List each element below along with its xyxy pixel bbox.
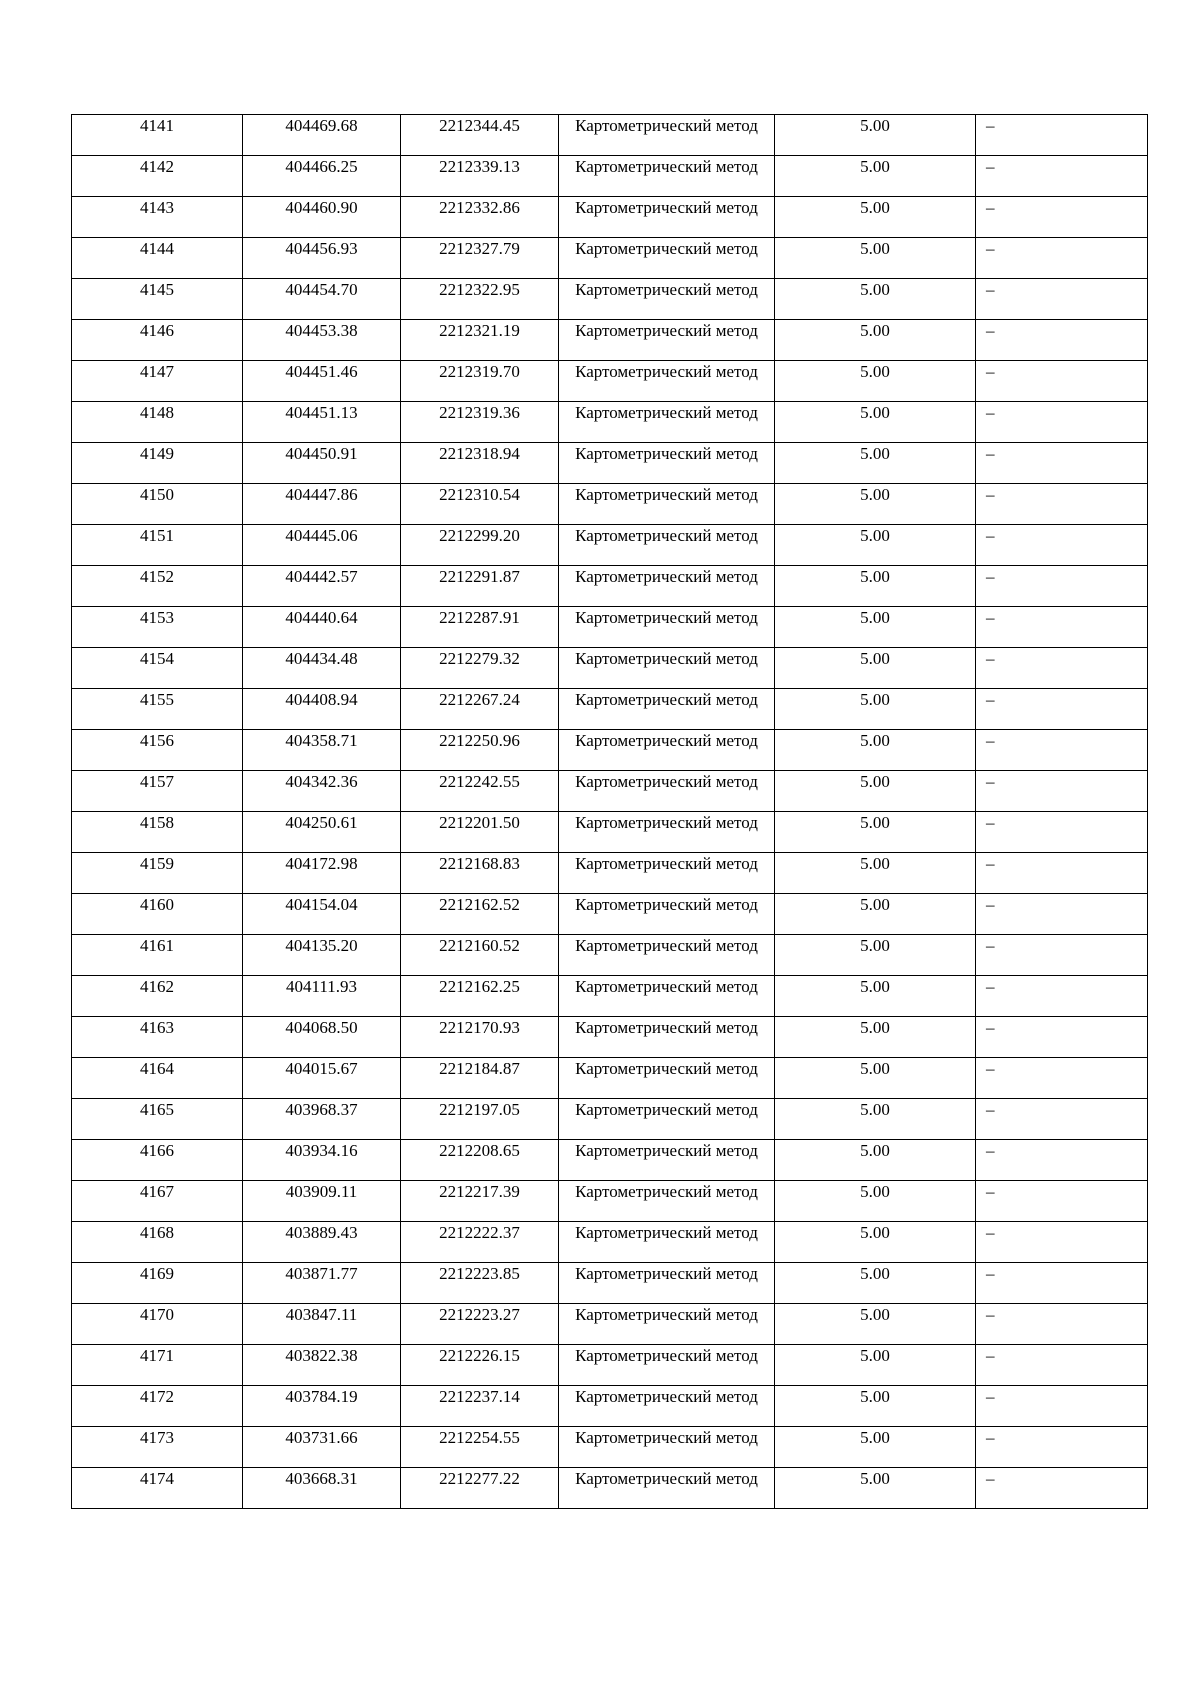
table-row [72, 812, 1148, 853]
note-cell: – [976, 115, 1148, 156]
coordinate-y-cell: 2212332.86 [401, 197, 559, 238]
coordinate-y-cell: 2212339.13 [401, 156, 559, 197]
table-row [72, 1222, 1148, 1263]
coordinates-table-body [72, 115, 1148, 1509]
accuracy-cell: 5.00 [775, 566, 976, 607]
point-number-cell: 4154 [72, 648, 243, 689]
coordinate-x-cell: 404445.06 [243, 525, 401, 566]
coordinate-y-cell: 2212201.50 [401, 812, 559, 853]
point-number-cell: 4145 [72, 279, 243, 320]
table-row [72, 1140, 1148, 1181]
table-row [72, 1468, 1148, 1509]
method-cell: Картометрический метод [559, 402, 775, 443]
note-cell: – [976, 1140, 1148, 1181]
method-cell: Картометрический метод [559, 812, 775, 853]
method-cell: Картометрический метод [559, 976, 775, 1017]
method-cell: Картометрический метод [559, 1140, 775, 1181]
coordinate-x-cell: 404453.38 [243, 320, 401, 361]
coordinate-y-cell: 2212160.52 [401, 935, 559, 976]
point-number-cell: 4152 [72, 566, 243, 607]
table-row [72, 607, 1148, 648]
note-cell: – [976, 648, 1148, 689]
coordinate-y-cell: 2212170.93 [401, 1017, 559, 1058]
coordinate-y-cell: 2212277.22 [401, 1468, 559, 1509]
note-cell: – [976, 976, 1148, 1017]
coordinate-y-cell: 2212319.70 [401, 361, 559, 402]
method-cell: Картометрический метод [559, 1222, 775, 1263]
coordinate-x-cell: 403968.37 [243, 1099, 401, 1140]
table-row [72, 976, 1148, 1017]
coordinate-x-cell: 404068.50 [243, 1017, 401, 1058]
note-cell: – [976, 894, 1148, 935]
table-row [72, 689, 1148, 730]
point-number-cell: 4155 [72, 689, 243, 730]
accuracy-cell: 5.00 [775, 607, 976, 648]
note-cell: – [976, 1099, 1148, 1140]
coordinate-x-cell: 404358.71 [243, 730, 401, 771]
point-number-cell: 4156 [72, 730, 243, 771]
note-cell: – [976, 1017, 1148, 1058]
method-cell: Картометрический метод [559, 1386, 775, 1427]
coordinate-y-cell: 2212226.15 [401, 1345, 559, 1386]
point-number-cell: 4173 [72, 1427, 243, 1468]
accuracy-cell: 5.00 [775, 156, 976, 197]
coordinate-x-cell: 404408.94 [243, 689, 401, 730]
method-cell: Картометрический метод [559, 238, 775, 279]
note-cell: – [976, 935, 1148, 976]
coordinate-x-cell: 404342.36 [243, 771, 401, 812]
note-cell: – [976, 1304, 1148, 1345]
accuracy-cell: 5.00 [775, 197, 976, 238]
table-row [72, 238, 1148, 279]
coordinate-y-cell: 2212208.65 [401, 1140, 559, 1181]
point-number-cell: 4174 [72, 1468, 243, 1509]
coordinate-x-cell: 404451.46 [243, 361, 401, 402]
point-number-cell: 4153 [72, 607, 243, 648]
table-row [72, 156, 1148, 197]
point-number-cell: 4171 [72, 1345, 243, 1386]
coordinate-y-cell: 2212197.05 [401, 1099, 559, 1140]
note-cell: – [976, 156, 1148, 197]
table-row [72, 525, 1148, 566]
table-row [72, 648, 1148, 689]
method-cell: Картометрический метод [559, 1017, 775, 1058]
coordinate-y-cell: 2212223.85 [401, 1263, 559, 1304]
point-number-cell: 4144 [72, 238, 243, 279]
note-cell: – [976, 1058, 1148, 1099]
accuracy-cell: 5.00 [775, 1468, 976, 1509]
point-number-cell: 4162 [72, 976, 243, 1017]
coordinate-x-cell: 404250.61 [243, 812, 401, 853]
method-cell: Картометрический метод [559, 525, 775, 566]
point-number-cell: 4158 [72, 812, 243, 853]
point-number-cell: 4147 [72, 361, 243, 402]
point-number-cell: 4159 [72, 853, 243, 894]
accuracy-cell: 5.00 [775, 1304, 976, 1345]
note-cell: – [976, 320, 1148, 361]
table-row [72, 730, 1148, 771]
coordinate-x-cell: 404135.20 [243, 935, 401, 976]
accuracy-cell: 5.00 [775, 115, 976, 156]
coordinate-y-cell: 2212162.52 [401, 894, 559, 935]
coordinate-x-cell: 403784.19 [243, 1386, 401, 1427]
coordinate-y-cell: 2212321.19 [401, 320, 559, 361]
coordinate-x-cell: 403822.38 [243, 1345, 401, 1386]
method-cell: Картометрический метод [559, 935, 775, 976]
note-cell: – [976, 1468, 1148, 1509]
point-number-cell: 4165 [72, 1099, 243, 1140]
table-row [72, 115, 1148, 156]
note-cell: – [976, 361, 1148, 402]
accuracy-cell: 5.00 [775, 238, 976, 279]
point-number-cell: 4172 [72, 1386, 243, 1427]
coordinate-y-cell: 2212217.39 [401, 1181, 559, 1222]
method-cell: Картометрический метод [559, 279, 775, 320]
method-cell: Картометрический метод [559, 1304, 775, 1345]
table-row [72, 402, 1148, 443]
accuracy-cell: 5.00 [775, 730, 976, 771]
accuracy-cell: 5.00 [775, 1099, 976, 1140]
table-row [72, 361, 1148, 402]
accuracy-cell: 5.00 [775, 320, 976, 361]
point-number-cell: 4166 [72, 1140, 243, 1181]
document-page [71, 114, 1147, 1509]
note-cell: – [976, 238, 1148, 279]
note-cell: – [976, 1263, 1148, 1304]
table-row [72, 894, 1148, 935]
point-number-cell: 4157 [72, 771, 243, 812]
accuracy-cell: 5.00 [775, 689, 976, 730]
method-cell: Картометрический метод [559, 1263, 775, 1304]
note-cell: – [976, 279, 1148, 320]
coordinate-x-cell: 404466.25 [243, 156, 401, 197]
point-number-cell: 4150 [72, 484, 243, 525]
coordinate-x-cell: 404015.67 [243, 1058, 401, 1099]
point-number-cell: 4160 [72, 894, 243, 935]
point-number-cell: 4141 [72, 115, 243, 156]
note-cell: – [976, 525, 1148, 566]
point-number-cell: 4163 [72, 1017, 243, 1058]
coordinate-x-cell: 404442.57 [243, 566, 401, 607]
accuracy-cell: 5.00 [775, 1140, 976, 1181]
method-cell: Картометрический метод [559, 197, 775, 238]
point-number-cell: 4170 [72, 1304, 243, 1345]
note-cell: – [976, 443, 1148, 484]
coordinate-y-cell: 2212267.24 [401, 689, 559, 730]
coordinate-x-cell: 404111.93 [243, 976, 401, 1017]
method-cell: Картометрический метод [559, 1058, 775, 1099]
accuracy-cell: 5.00 [775, 1058, 976, 1099]
point-number-cell: 4161 [72, 935, 243, 976]
table-row [72, 1304, 1148, 1345]
note-cell: – [976, 771, 1148, 812]
table-row [72, 1058, 1148, 1099]
table-row [72, 484, 1148, 525]
note-cell: – [976, 689, 1148, 730]
method-cell: Картометрический метод [559, 320, 775, 361]
accuracy-cell: 5.00 [775, 484, 976, 525]
coordinates-table [71, 114, 1148, 1509]
method-cell: Картометрический метод [559, 607, 775, 648]
method-cell: Картометрический метод [559, 361, 775, 402]
accuracy-cell: 5.00 [775, 525, 976, 566]
coordinate-y-cell: 2212287.91 [401, 607, 559, 648]
method-cell: Картометрический метод [559, 1345, 775, 1386]
method-cell: Картометрический метод [559, 566, 775, 607]
accuracy-cell: 5.00 [775, 812, 976, 853]
method-cell: Картометрический метод [559, 1468, 775, 1509]
accuracy-cell: 5.00 [775, 1427, 976, 1468]
coordinate-y-cell: 2212318.94 [401, 443, 559, 484]
accuracy-cell: 5.00 [775, 1345, 976, 1386]
coordinate-x-cell: 403909.11 [243, 1181, 401, 1222]
table-row [72, 1263, 1148, 1304]
method-cell: Картометрический метод [559, 484, 775, 525]
table-row [72, 853, 1148, 894]
point-number-cell: 4168 [72, 1222, 243, 1263]
method-cell: Картометрический метод [559, 730, 775, 771]
coordinate-x-cell: 404447.86 [243, 484, 401, 525]
coordinate-y-cell: 2212223.27 [401, 1304, 559, 1345]
method-cell: Картометрический метод [559, 1099, 775, 1140]
coordinate-y-cell: 2212250.96 [401, 730, 559, 771]
coordinate-y-cell: 2212319.36 [401, 402, 559, 443]
accuracy-cell: 5.00 [775, 894, 976, 935]
table-row [72, 320, 1148, 361]
note-cell: – [976, 1427, 1148, 1468]
accuracy-cell: 5.00 [775, 402, 976, 443]
coordinate-x-cell: 404440.64 [243, 607, 401, 648]
coordinate-y-cell: 2212237.14 [401, 1386, 559, 1427]
coordinate-x-cell: 403871.77 [243, 1263, 401, 1304]
coordinate-x-cell: 403731.66 [243, 1427, 401, 1468]
coordinate-y-cell: 2212291.87 [401, 566, 559, 607]
coordinate-x-cell: 404454.70 [243, 279, 401, 320]
point-number-cell: 4169 [72, 1263, 243, 1304]
coordinate-x-cell: 403847.11 [243, 1304, 401, 1345]
coordinate-x-cell: 404434.48 [243, 648, 401, 689]
accuracy-cell: 5.00 [775, 1017, 976, 1058]
accuracy-cell: 5.00 [775, 1181, 976, 1222]
coordinate-x-cell: 404456.93 [243, 238, 401, 279]
table-row [72, 566, 1148, 607]
note-cell: – [976, 484, 1148, 525]
accuracy-cell: 5.00 [775, 935, 976, 976]
coordinate-y-cell: 2212344.45 [401, 115, 559, 156]
method-cell: Картометрический метод [559, 648, 775, 689]
accuracy-cell: 5.00 [775, 853, 976, 894]
point-number-cell: 4151 [72, 525, 243, 566]
accuracy-cell: 5.00 [775, 771, 976, 812]
accuracy-cell: 5.00 [775, 361, 976, 402]
accuracy-cell: 5.00 [775, 279, 976, 320]
coordinate-y-cell: 2212242.55 [401, 771, 559, 812]
point-number-cell: 4142 [72, 156, 243, 197]
method-cell: Картометрический метод [559, 853, 775, 894]
point-number-cell: 4167 [72, 1181, 243, 1222]
coordinate-x-cell: 404154.04 [243, 894, 401, 935]
table-row [72, 197, 1148, 238]
note-cell: – [976, 402, 1148, 443]
accuracy-cell: 5.00 [775, 976, 976, 1017]
table-row [72, 1386, 1148, 1427]
table-row [72, 1181, 1148, 1222]
table-row [72, 771, 1148, 812]
note-cell: – [976, 197, 1148, 238]
coordinate-x-cell: 403668.31 [243, 1468, 401, 1509]
note-cell: – [976, 607, 1148, 648]
table-row [72, 935, 1148, 976]
table-row [72, 1099, 1148, 1140]
coordinate-y-cell: 2212279.32 [401, 648, 559, 689]
table-row [72, 279, 1148, 320]
method-cell: Картометрический метод [559, 156, 775, 197]
method-cell: Картометрический метод [559, 894, 775, 935]
coordinate-x-cell: 404172.98 [243, 853, 401, 894]
coordinate-x-cell: 404451.13 [243, 402, 401, 443]
accuracy-cell: 5.00 [775, 1222, 976, 1263]
point-number-cell: 4149 [72, 443, 243, 484]
note-cell: – [976, 1181, 1148, 1222]
coordinate-y-cell: 2212254.55 [401, 1427, 559, 1468]
coordinate-x-cell: 404450.91 [243, 443, 401, 484]
note-cell: – [976, 853, 1148, 894]
coordinate-y-cell: 2212327.79 [401, 238, 559, 279]
table-row [72, 443, 1148, 484]
point-number-cell: 4148 [72, 402, 243, 443]
method-cell: Картометрический метод [559, 115, 775, 156]
accuracy-cell: 5.00 [775, 648, 976, 689]
coordinate-y-cell: 2212184.87 [401, 1058, 559, 1099]
table-row [72, 1017, 1148, 1058]
method-cell: Картометрический метод [559, 1181, 775, 1222]
coordinate-x-cell: 404460.90 [243, 197, 401, 238]
coordinate-x-cell: 404469.68 [243, 115, 401, 156]
coordinate-y-cell: 2212310.54 [401, 484, 559, 525]
coordinate-y-cell: 2212168.83 [401, 853, 559, 894]
table-row [72, 1427, 1148, 1468]
method-cell: Картометрический метод [559, 771, 775, 812]
point-number-cell: 4143 [72, 197, 243, 238]
accuracy-cell: 5.00 [775, 1263, 976, 1304]
method-cell: Картометрический метод [559, 1427, 775, 1468]
coordinate-y-cell: 2212322.95 [401, 279, 559, 320]
coordinate-x-cell: 403934.16 [243, 1140, 401, 1181]
note-cell: – [976, 566, 1148, 607]
accuracy-cell: 5.00 [775, 1386, 976, 1427]
method-cell: Картометрический метод [559, 689, 775, 730]
note-cell: – [976, 1386, 1148, 1427]
note-cell: – [976, 1345, 1148, 1386]
coordinate-y-cell: 2212222.37 [401, 1222, 559, 1263]
note-cell: – [976, 1222, 1148, 1263]
coordinate-y-cell: 2212162.25 [401, 976, 559, 1017]
accuracy-cell: 5.00 [775, 443, 976, 484]
point-number-cell: 4146 [72, 320, 243, 361]
table-row [72, 1345, 1148, 1386]
note-cell: – [976, 730, 1148, 771]
method-cell: Картометрический метод [559, 443, 775, 484]
point-number-cell: 4164 [72, 1058, 243, 1099]
note-cell: – [976, 812, 1148, 853]
coordinate-x-cell: 403889.43 [243, 1222, 401, 1263]
coordinate-y-cell: 2212299.20 [401, 525, 559, 566]
